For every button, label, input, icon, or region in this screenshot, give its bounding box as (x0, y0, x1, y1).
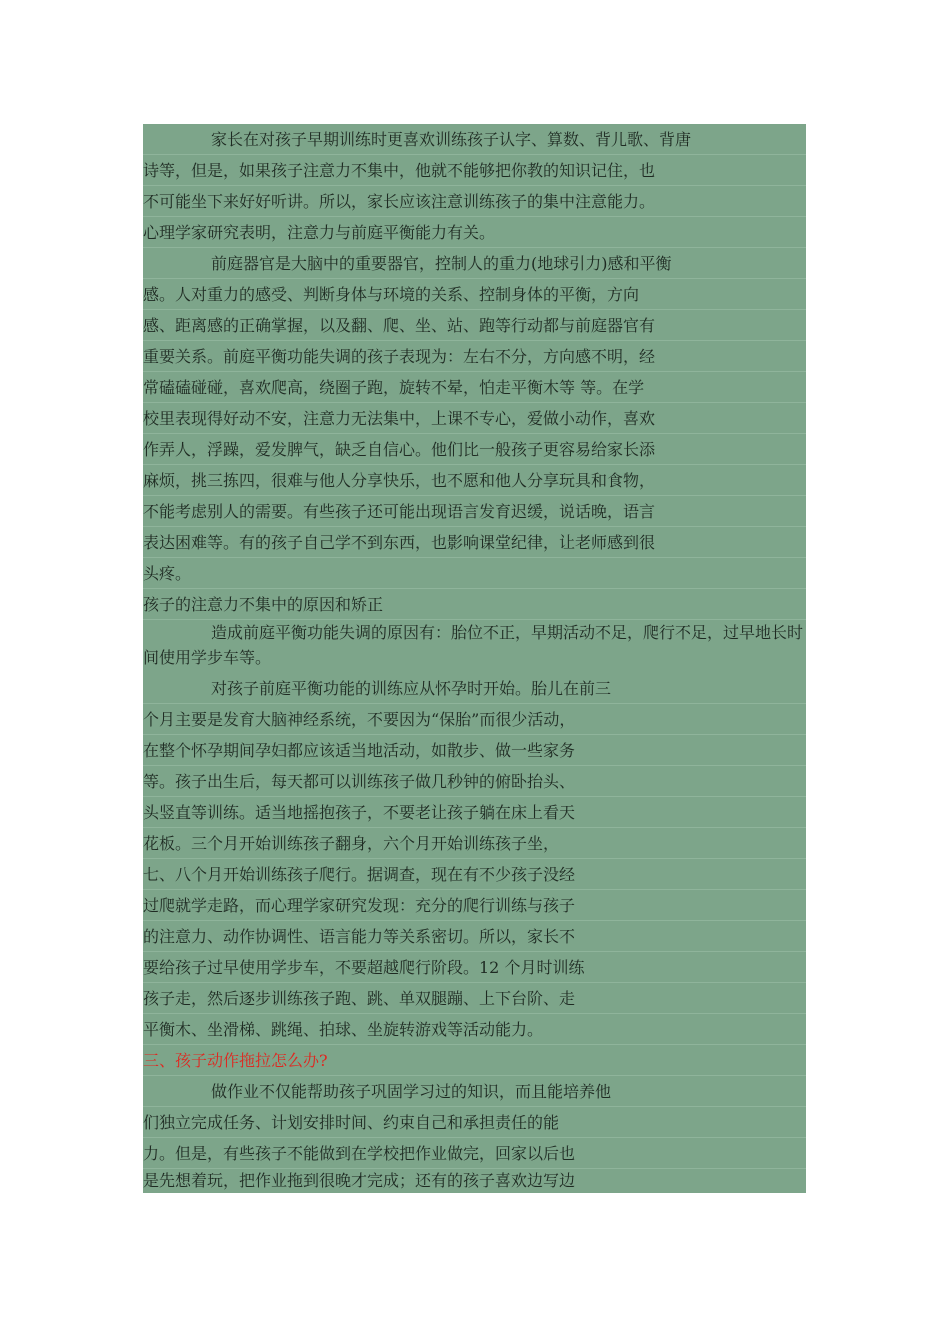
text-line: 头竖直等训练。适当地摇抱孩子，不要老让孩子躺在床上看天 (143, 797, 806, 828)
text-paragraph: 造成前庭平衡功能失调的原因有：胎位不正，早期活动不足，爬行不足，过早地长时间使用学步车等。 (143, 623, 804, 667)
text-line: 平衡木、坐滑梯、跳绳、拍球、坐旋转游戏等活动能力。 (143, 1014, 806, 1045)
text-line: 七、八个月开始训练孩子爬行。据调查，现在有不少孩子没经 (143, 859, 806, 890)
text-line: 表达困难等。有的孩子自己学不到东西，也影响课堂纪律，让老师感到很 (143, 527, 806, 558)
text-line: 感、距离感的正确掌握，以及翻、爬、坐、站、跑等行动都与前庭器官有 (143, 310, 806, 341)
text-line: 重要关系。前庭平衡功能失调的孩子表现为：左右不分，方向感不明，经 (143, 341, 806, 372)
text-line: 不能考虑别人的需要。有些孩子还可能出现语言发育迟缓，说话晚，语言 (143, 496, 806, 527)
text-line: 对孩子前庭平衡功能的训练应从怀孕时开始。胎儿在前三 (143, 673, 806, 704)
text-line: 诗等，但是，如果孩子注意力不集中，他就不能够把你教的知识记住，也 (143, 155, 806, 186)
section-subheading: 孩子的注意力不集中的原因和矫正 (143, 589, 806, 620)
text-line: 要给孩子过早使用学步车，不要超越爬行阶段。12 个月时训练 (143, 952, 806, 983)
text-line: 孩子走，然后逐步训练孩子跑、跳、单双腿蹦、上下台阶、走 (143, 983, 806, 1014)
text-line: 家长在对孩子早期训练时更喜欢训练孩子认字、算数、背儿歌、背唐 (143, 124, 806, 155)
text-line: 校里表现得好动不安，注意力无法集中，上课不专心，爱做小动作，喜欢 (143, 403, 806, 434)
section-heading: 三、孩子动作拖拉怎么办? (143, 1045, 806, 1076)
text-line: 不可能坐下来好好听讲。所以，家长应该注意训练孩子的集中注意能力。 (143, 186, 806, 217)
text-line: 头疼。 (143, 558, 806, 589)
text-line: 做作业不仅能帮助孩子巩固学习过的知识，而且能培养他 (143, 1076, 806, 1107)
text-line: 作弄人，浮躁，爱发脾气，缺乏自信心。他们比一般孩子更容易给家长添 (143, 434, 806, 465)
text-line: 的注意力、动作协调性、语言能力等关系密切。所以，家长不 (143, 921, 806, 952)
text-line: 们独立完成任务、计划安排时间、约束自己和承担责任的能 (143, 1107, 806, 1138)
text-line: 个月主要是发育大脑神经系统，不要因为“保胎”而很少活动， (143, 704, 806, 735)
text-line: 感。人对重力的感受、判断身体与环境的关系、控制身体的平衡，方向 (143, 279, 806, 310)
text-line: 麻烦，挑三拣四，很难与他人分享快乐，也不愿和他人分享玩具和食物， (143, 465, 806, 496)
document-text-block (143, 124, 806, 1193)
text-line: 过爬就学走路，而心理学家研究发现：充分的爬行训练与孩子 (143, 890, 806, 921)
text-line: 常磕磕碰碰，喜欢爬高，绕圈子跑，旋转不晕，怕走平衡木等 等。在学 (143, 372, 806, 403)
text-line: 花板。三个月开始训练孩子翻身，六个月开始训练孩子坐， (143, 828, 806, 859)
text-line: 在整个怀孕期间孕妇都应该适当地活动，如散步、做一些家务 (143, 735, 806, 766)
text-line: 心理学家研究表明，注意力与前庭平衡能力有关。 (143, 217, 806, 248)
text-line: 前庭器官是大脑中的重要器官，控制人的重力(地球引力)感和平衡 (143, 248, 806, 279)
text-line: 是先想着玩，把作业拖到很晚才完成；还有的孩子喜欢边写边 (143, 1171, 576, 1190)
text-line: 等。孩子出生后，每天都可以训练孩子做几秒钟的俯卧抬头、 (143, 766, 806, 797)
text-line: 力。但是，有些孩子不能做到在学校把作业做完，回家以后也 (143, 1138, 806, 1169)
